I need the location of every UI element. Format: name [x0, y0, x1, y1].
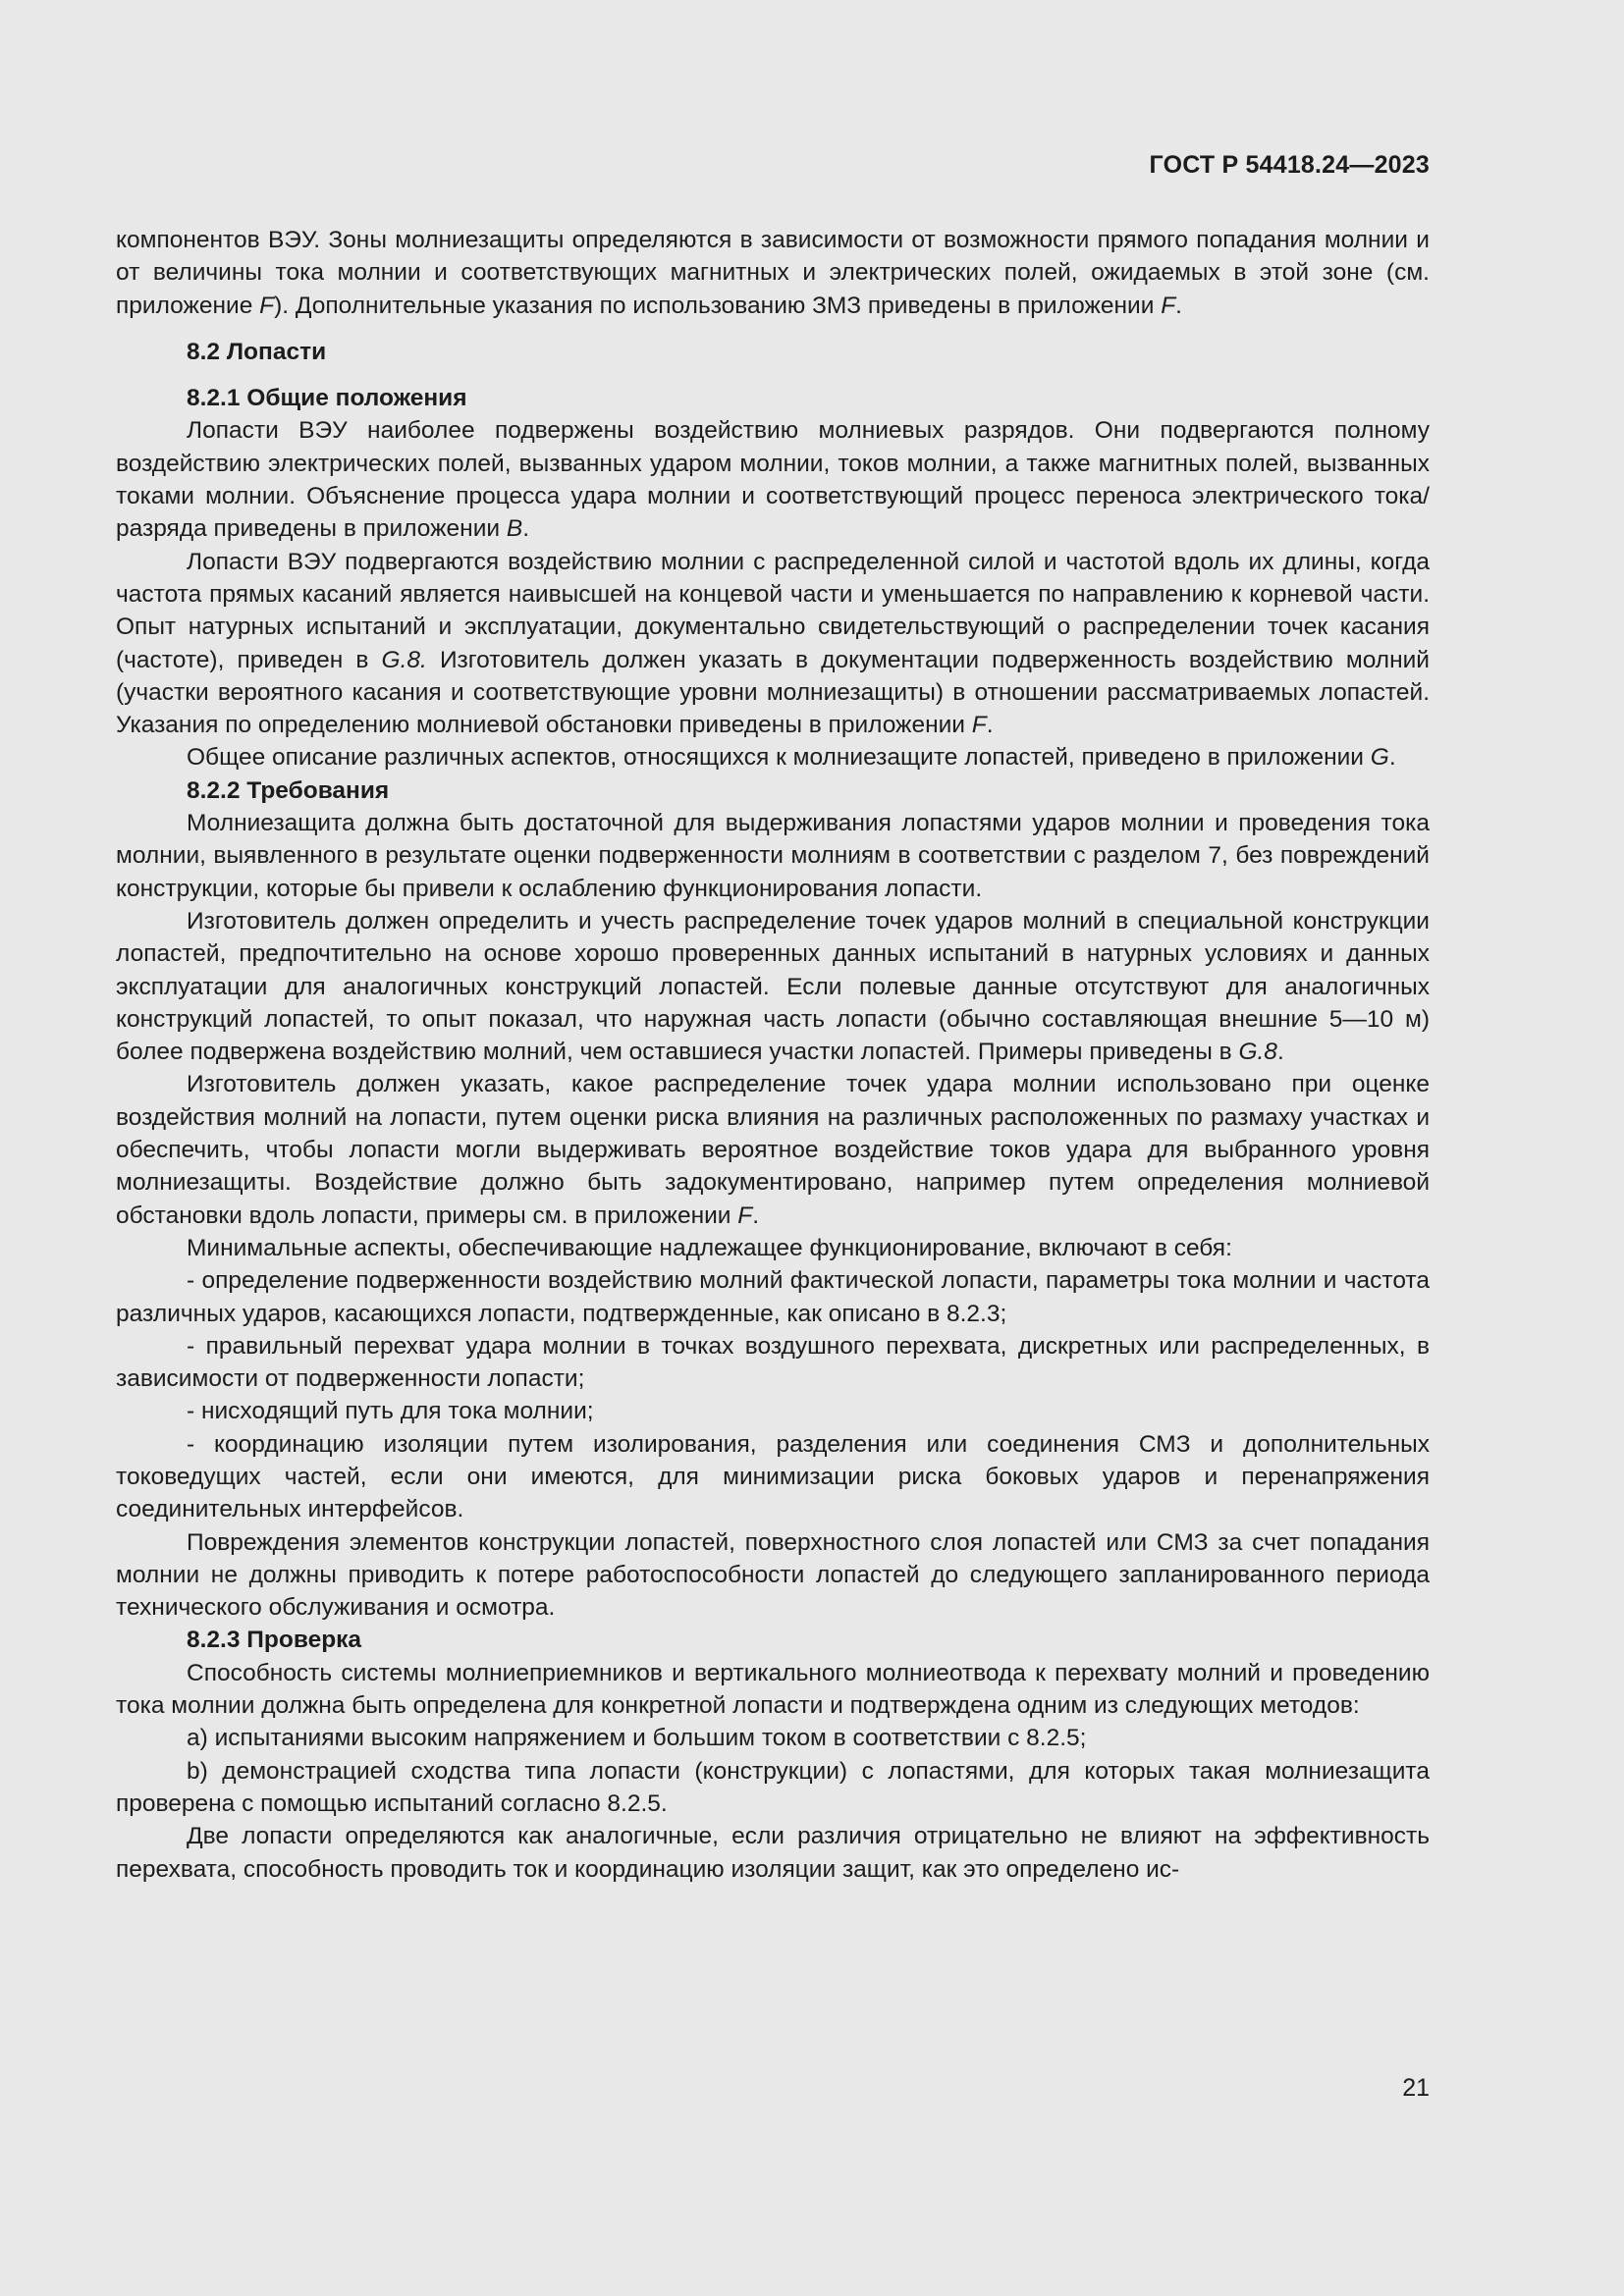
section-heading-8-2-3: 8.2.3 Проверка — [187, 1627, 362, 1654]
paragraph-similar-blades: Две лопасти определяются как аналогичные, если различия отрицательно не влияют на эффективность перехвата, способность проводить ток и координацию изоляции защит, как это определено ис- — [116, 1823, 1430, 1883]
document-body — [116, 224, 1430, 1886]
paragraph-minimal-aspects: Минимальные аспекты, обеспечивающие надлежащее функционирование, включают в себя: — [187, 1234, 1232, 1261]
paragraph-damage: Повреждения элементов конструкции лопастей, поверхностного слоя лопастей или СМЗ за счет попадания молнии не должны приводить к потере работоспособности лопастей до следующего запланированного периода технического обслуживания и осмотра. — [116, 1528, 1430, 1622]
paragraph-requirements: Молниезащита должна быть достаточной для выдерживания лопастями ударов молнии и проведения тока молнии, выявленного в результате оценки подверженности молниям в соответствии с разделом 7, без повреждений конструкции, которые бы привели к ослаблению функционирования лопасти. — [116, 810, 1430, 902]
page-number: 21 — [1402, 2074, 1430, 2102]
paragraph-blades-exposure: Лопасти ВЭУ наиболее подвержены воздействию молниевых разрядов. Они подвергаются полному воздействию электрических полей, вызванных ударом молнии, токов молнии, а также магнитных полей, вызванных токами молнии. Объяснение процесса удара молнии и соответствующий процесс переноса электрического тока/разряда приведены в приложении B. — [116, 417, 1430, 543]
paragraph-verification: Способность системы молниеприемников и вертикального молниеотвода к перехвату молний и проведению тока молнии должна быть определена для конкретной лопасти и подтверждена одним из следующих методов: — [116, 1659, 1430, 1720]
list-item: а) испытаниями высоким напряжением и большим током в соответствии с 8.2.5; — [187, 1725, 1087, 1752]
list-item: b) демонстрацией сходства типа лопасти (конструкции) с лопастями, для которых такая молниезащита проверена с помощью испытаний согласно 8.2.5. — [116, 1757, 1430, 1817]
section-heading-8-2: 8.2 Лопасти — [187, 338, 327, 365]
list-item: - правильный перехват удара молнии в точках воздушного перехвата, дискретных или распределенных, в зависимости от подверженности лопасти; — [116, 1332, 1430, 1393]
paragraph-manufacturer-assessment: Изготовитель должен указать, какое распределение точек удара молнии использовано при оценке воздействия молний на лопасти, путем оценки риска влияния на различных расположенных по размаху участках и обеспечить, чтобы лопасти могли выдерживать вероятное воздействие токов удара для выбранного уровня молниезащиты. Воздействие должно быть задокументировано, например путем определения молниевой обстановки вдоль лопасти, примеры см. в приложении F. — [116, 1071, 1430, 1229]
paragraph-strike-distribution: Лопасти ВЭУ подвергаются воздействию молнии с распределенной силой и частотой вдоль их длины, когда частота прямых касаний является наивысшей на концевой части и уменьшается по направлению к корневой части. Опыт натурных испытаний и эксплуатации, документально свидетельствующий о распределении точек касания (частоте), приведен в G.8. Изготовитель должен указать в документации подверженность воздействию молний (участки вероятного касания и соответствующие уровни молниезащиты) в отношении рассматриваемых лопастей. Указания по определению молниевой обстановки приведены в приложении F. — [116, 548, 1430, 739]
document-code-header: ГОСТ Р 54418.24—2023 — [1149, 151, 1430, 179]
section-heading-8-2-1: 8.2.1 Общие положения — [187, 385, 467, 412]
list-item: - координацию изоляции путем изолирования, разделения или соединения СМЗ и дополнительных токоведущих частей, если они имеются, для минимизации риска боковых ударов и перенапряжения соединительных интерфейсов. — [116, 1430, 1430, 1523]
paragraph-manufacturer-distribution: Изготовитель должен определить и учесть распределение точек ударов молний в специальной конструкции лопастей, предпочтительно на основе хорошо проверенных данных испытаний в натурных условиях и данных эксплуатации для аналогичных конструкций лопастей. Если полевые данные отсутствуют для аналогичных конструкций лопастей, то опыт показал, что наружная часть лопасти (обычно составляющая внешние 5—10 м) более подвержена воздействию молний, чем оставшиеся участки лопастей. Примеры приведены в G.8. — [116, 907, 1430, 1066]
section-heading-8-2-2: 8.2.2 Требования — [187, 776, 390, 804]
paragraph-general-description: Общее описание различных аспектов, относящихся к молниезащите лопастей, приведено в приложении G. — [187, 744, 1396, 772]
list-item: - определение подверженности воздействию молний фактической лопасти, параметры тока молнии и частота различных ударов, касающихся лопасти, подтвержденные, как описано в 8.2.3; — [116, 1267, 1430, 1327]
paragraph-intro: компонентов ВЭУ. Зоны молниезащиты определяются в зависимости от возможности прямого попадания молнии и от величины тока молнии и соответствующих магнитных и электрических полей, ожидаемых в этой зоне (см. приложение F). Дополнительные указания по использованию ЗМЗ приведены в приложении F. — [116, 227, 1430, 319]
list-item: - нисходящий путь для тока молнии; — [187, 1398, 594, 1425]
